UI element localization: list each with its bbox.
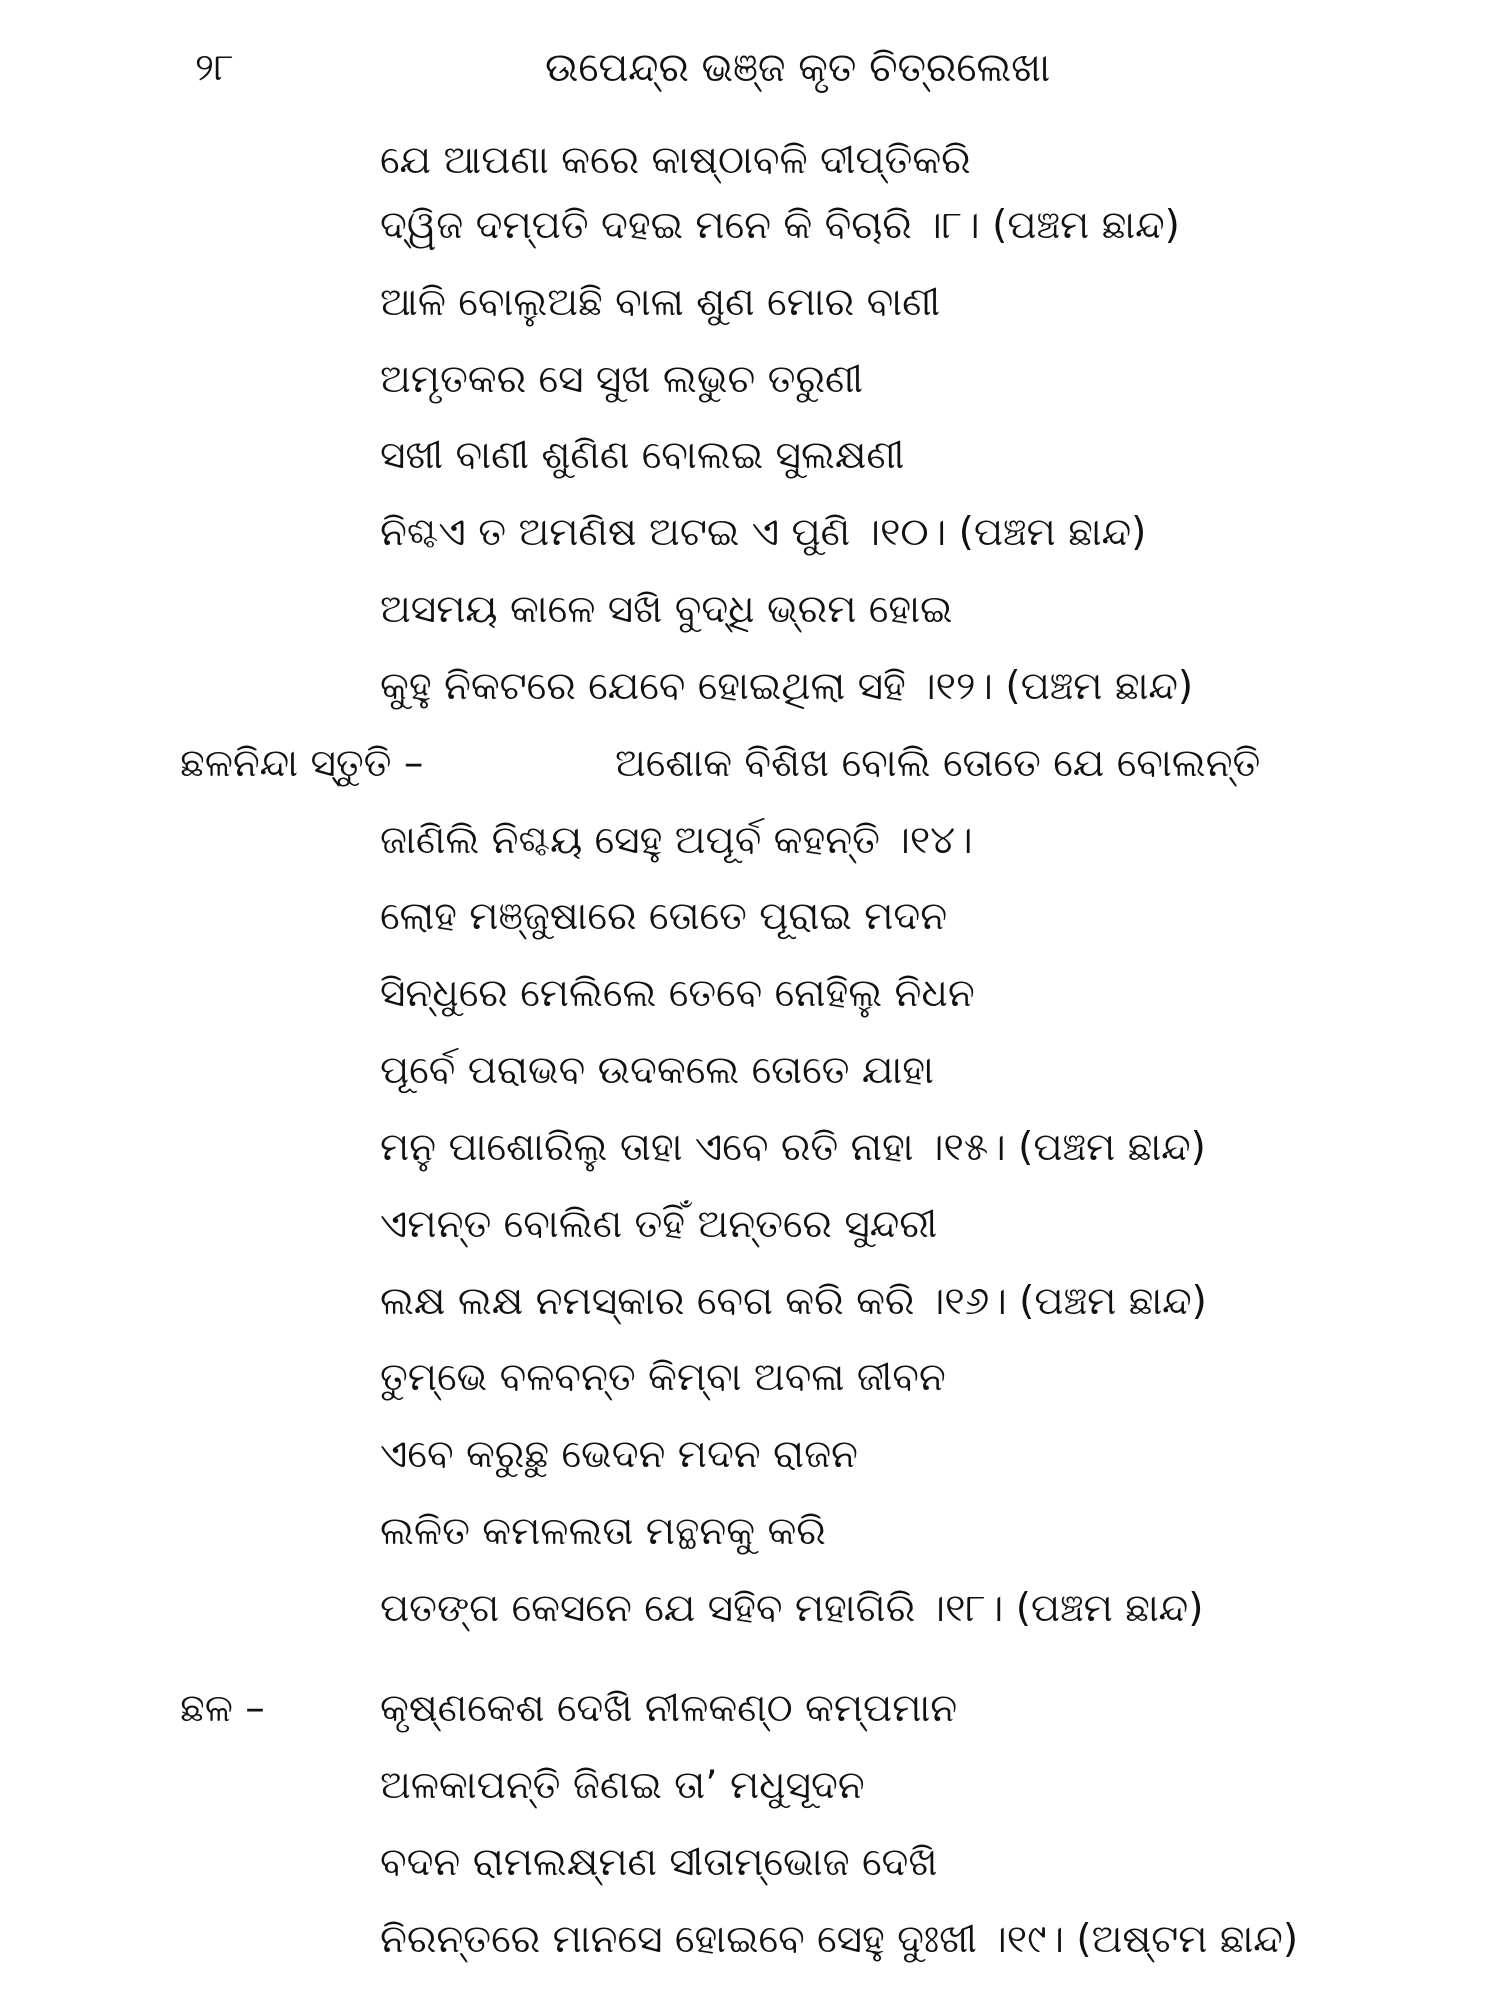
verse-line: ପତଙ୍ଗ କେସନେ ଯେ ସହିବ ମହାଗିରି ।୧୮। (ପଞ୍ଚମ ଛାନ୍ଦ) xyxy=(380,1586,1204,1631)
verse-line: ସଖୀ ବାଣୀ ଶୁଣିଣ ବୋଲଇ ସୁଲକ୍ଷଣୀ xyxy=(380,433,905,478)
section-label: ଛଳନିନ୍ଦା ସ୍ତୁତି – xyxy=(180,741,424,786)
verse-line: ଅସମୟ କାଳେ ସଖି ବୁଦ୍ଧି ଭ୍ରମ ହୋଇ xyxy=(380,587,953,632)
verse-line: ଯେ ଆପଣା କରେ କାଷ୍ଠାବଳି ଦୀପ୍ତିକରି xyxy=(380,138,971,183)
running-header: ଉପେନ୍ଦ୍ର ଭଞ୍ଜ କୃତ ଚିତ୍ରଲେଖା xyxy=(545,45,1051,91)
verse-line: କୁହୁ ନିକଟରେ ଯେବେ ହୋଇଥିଲା ସହି ।୧୨। (ପଞ୍ଚମ ଛାନ୍ଦ) xyxy=(380,664,1194,709)
verse-line: କୃଷ୍ଣକେଶ ଦେଖି ନୀଳକଣ୍ଠ କମ୍ପମାନ xyxy=(380,1686,958,1731)
verse-line: ଅଶୋକ ବିଶିଖ ବୋଲି ତୋତେ ଯେ ବୋଲନ୍ତି xyxy=(615,741,1261,786)
verse-line: ପୂର୍ବେ ପରାଭବ ଉଦକଲେ ତୋତେ ଯାହା xyxy=(380,1048,934,1093)
verse-line: ମନୁ ପାଶୋରିଲୁ ତାହା ଏବେ ରତି ନାହା ।୧୫। (ପଞ୍ଚମ ଛାନ୍ଦ) xyxy=(380,1125,1206,1170)
verse-line: ଦ୍ୱିଜ ଦମ୍ପତି ଦହଇ ମନେ କି ବିଚାରି ।୮। (ପଞ୍ଚମ ଛାନ୍ଦ) xyxy=(380,203,1180,248)
verse-line: ଅମୃତକର ସେ ସୁଖ ଲଭୁଚ ତରୁଣୀ xyxy=(380,357,863,402)
verse-line: ସିନ୍ଧୁରେ ମେଲିଲେ ତେବେ ନୋହିଲୁ ନିଧନ xyxy=(380,971,975,1016)
verse-line: ଏବେ କରୁଛୁ ଭେଦନ ମଦନ ରାଜନ xyxy=(380,1432,858,1477)
verse-line: ତୁମ୍ଭେ ବଳବନ୍ତ କିମ୍ବା ଅବଳା ଜୀବନ xyxy=(380,1355,946,1400)
verse-line: ବଦନ ରାମଲକ୍ଷ୍ମଣ ସୀତାମ୍ଭୋଜ ଦେଖି xyxy=(380,1840,938,1885)
section-label: ଛଳ – xyxy=(180,1686,265,1731)
verse-line: ନିଶ୍ଚଏ ତ ଅମଣିଷ ଅଟଇ ଏ ପୁଣି ।୧୦। (ପଞ୍ଚମ ଛାନ୍ଦ) xyxy=(380,510,1147,555)
verse-line: ଲକ୍ଷ ଲକ୍ଷ ନମସ୍କାର ବେଗ କରି କରି ।୧୬। (ପଞ୍ଚମ ଛାନ୍ଦ) xyxy=(380,1279,1207,1324)
verse-line: ନିରନ୍ତରେ ମାନସେ ହୋଇବେ ସେହୁ ଦୁଃଖୀ ।୧୯। (ଅଷ୍ଟମ ଛାନ୍ଦ) xyxy=(380,1917,1299,1962)
verse-line: ଅଳକାପନ୍ତି ଜିଣଇ ତା’ ମଧୁସୂଦନ xyxy=(380,1763,865,1808)
verse-line: ଲୋହ ମଞ୍ଜୁଷାରେ ତୋତେ ପୂରାଇ ମଦନ xyxy=(380,894,948,939)
verse-line: ଆଳି ବୋଲୁଅଛି ବାଳା ଶୁଣ ମୋର ବାଣୀ xyxy=(380,280,941,325)
verse-line: ଏମନ୍ତ ବୋଲିଣ ତହିଁ ଅନ୍ତରେ ସୁନ୍ଦରୀ xyxy=(380,1202,938,1247)
verse-line: ଜାଣିଲି ନିଶ୍ଚୟ ସେହୁ ଅପୂର୍ବ କହନ୍ତି ।୧୪। xyxy=(380,818,973,863)
page-number: ୨୮ xyxy=(195,45,234,89)
verse-line: ଲଳିତ କମଳଲତା ମନ୍ଥନକୁ କରି xyxy=(380,1509,826,1554)
